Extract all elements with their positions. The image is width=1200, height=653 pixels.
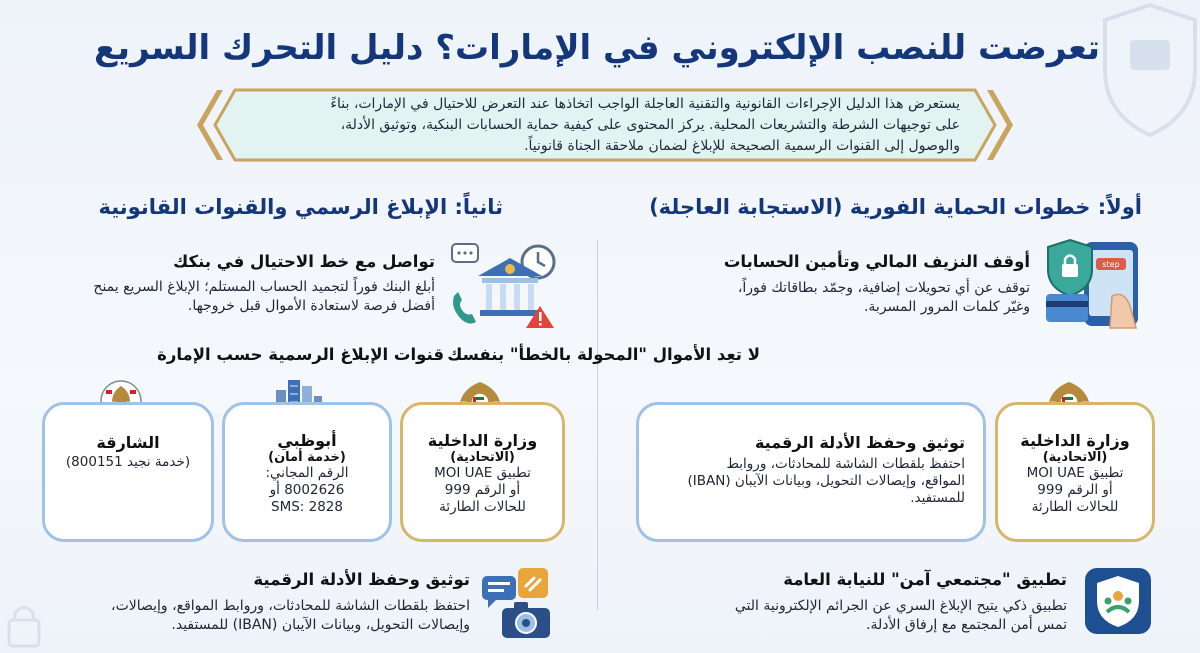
evidence-line: احتفظ بلقطات الشاشة للمحادثات، وروابط المواقع، وإيصالات، [111, 598, 470, 614]
card-line: أو الرقم 999 [444, 482, 521, 498]
dont-refund-warning: لا تعِد الأموال "المحولة بالخطأ" بنفسك [447, 345, 760, 364]
phone-step-label: step [1102, 260, 1120, 269]
card-line: أو الرقم 999 [1037, 482, 1113, 498]
stop-loss-title: أوقف النزيف المالي وتأمين الحسابات [723, 252, 1030, 271]
evidence-card-right [636, 402, 986, 542]
right-section-heading: أولاً: خطوات الحماية الفورية (الاستجابة العاجلة) [649, 195, 1142, 219]
sharjah-card [42, 402, 214, 542]
card-title: توثيق وحفظ الأدلة الرقمية [754, 433, 965, 452]
moi-card-left [400, 402, 565, 542]
shield-decoration-icon [1100, 0, 1200, 140]
intro-line: يستعرض هذا الدليل الإجراءات القانونية والتقنية العاجلة الواجب اتخاذها عند التعرض للاحتيال في الإمارات، بناءً [330, 96, 960, 112]
bank-text [5, 278, 435, 316]
left-section-heading: ثانياً: الإبلاغ الرسمي والقنوات القانونية [98, 195, 503, 219]
stop-loss-text [610, 279, 1030, 317]
bank-line: أفضل فرصة لاستعادة الأموال قبل خروجها. [187, 298, 435, 314]
card-line: للمستفيد. [910, 490, 965, 506]
moi-card-right [995, 402, 1155, 542]
bank-fraud-icon [448, 238, 558, 330]
card-line: تطبيق MOI UAE [434, 465, 531, 481]
card-line: احتفظ بلقطات الشاشة للمحادثات، وروابط [726, 456, 965, 472]
abu-dhabi-card [222, 402, 392, 542]
stop-loss-line: وغيّر كلمات المرور المسربة. [863, 299, 1030, 315]
app-text [617, 597, 1067, 635]
card-line: تطبيق MOI UAE [1026, 465, 1124, 481]
card-line: المواقع، وإيصالات التحويل، وبيانات الآيبان (IBAN) [687, 473, 965, 489]
evidence-title-left: توثيق وحفظ الأدلة الرقمية [253, 570, 470, 589]
card-line: SMS: 2828 [271, 499, 343, 515]
intro-text [250, 94, 960, 157]
bank-title: تواصل مع خط الاحتيال في بنكك [173, 252, 435, 271]
app-title: تطبيق "مجتمعي آمن" للنيابة العامة [783, 570, 1067, 589]
card-line: (خدمة نجيد 800151) [65, 454, 191, 470]
phone-security-icon [1040, 236, 1152, 332]
card-subtitle: (خدمة أمان) [268, 450, 346, 465]
intro-line: على توجيهات الشرطة والتشريعات المحلية. يركز المحتوى على كيفية حماية الحسابات البنكية، وتوثيق الأدلة، [340, 117, 960, 133]
app-line: تمس أمن المجتمع مع إرفاق الأدلة. [866, 617, 1067, 633]
card-title: الشارقة [96, 433, 160, 452]
evidence-text-left [10, 597, 470, 635]
card-line: للحالات الطارئة [439, 499, 526, 515]
evidence-line: وإيصالات التحويل، وبيانات الآيبان (IBAN) للمستفيد. [171, 617, 470, 633]
app-line: تطبيق ذكي يتيح الإبلاغ السري عن الجرائم الإلكترونية التي [734, 598, 1067, 614]
card-line: للحالات الطارئة [1031, 499, 1119, 515]
column-divider [597, 240, 598, 610]
intro-banner [195, 86, 1015, 164]
community-safe-app-icon [1083, 566, 1153, 636]
bank-line: أبلغ البنك فوراً لتجميد الحساب المستلم؛ الإبلاغ السريع يمنح [93, 279, 435, 295]
card-line: الرقم المجاني: [265, 465, 349, 481]
card-line: 8002626 أو [269, 482, 345, 498]
card-title: أبوظبي [277, 431, 337, 450]
card-subtitle: (الاتحادية) [1042, 450, 1108, 465]
card-subtitle: (الاتحادية) [450, 450, 515, 465]
card-title: وزارة الداخلية [1020, 431, 1130, 450]
card-title: وزارة الداخلية [427, 431, 538, 450]
intro-line: والوصول إلى القنوات الرسمية الصحيحة للإبلاغ لضمان ملاحقة الجناة قانونياً. [524, 138, 960, 154]
channels-heading: قنوات الإبلاغ الرسمية حسب الإمارة [157, 345, 444, 364]
evidence-chat-camera-icon [478, 564, 560, 642]
stop-loss-line: توقف عن أي تحويلات إضافية، وجمّد بطاقاتك فوراً، [737, 280, 1030, 296]
page-title: تعرضت للنصب الإلكتروني في الإمارات؟ دليل التحرك السريع [94, 28, 1100, 68]
